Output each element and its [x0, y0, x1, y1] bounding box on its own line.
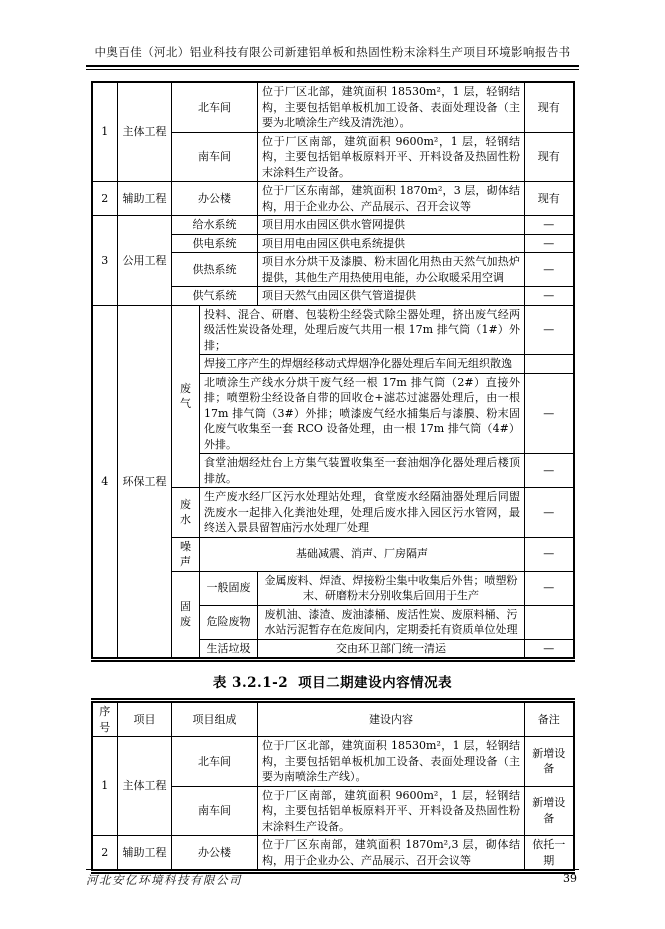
t2-south-workshop-content-cell: 位于厂区南部，建筑面积 9600m²，1 层，轻钢结构，主要包括铝单板原料开平、开料设备及热固性粉末涂料生产设备。 — [258, 786, 525, 836]
report-header-title: 中奥百佳（河北）铝业科技有限公司新建铝单板和热固性粉末涂料生产项目环境影响报告书 — [94, 45, 571, 59]
t1-waste-gas-label-cell: 废气 — [172, 305, 200, 488]
t1-water-supply-content-cell: 项目用水由园区供水管网提供 — [258, 216, 525, 235]
table2-title-text: 项目二期建设内容情况表 — [298, 675, 453, 691]
t1-waste-gas-4-content-cell: 食堂油烟经灶台上方集气装置收集至一套油烟净化器处理后楼顶排放。 — [200, 454, 525, 488]
t1-hazardous-waste-note-cell — [525, 605, 574, 639]
t1-power-supply-label-cell: 供电系统 — [172, 234, 258, 253]
t1-waste-gas-4-note-cell: — — [525, 454, 574, 488]
t1-waste-water-label-cell: 废水 — [172, 488, 200, 538]
t1-waste-gas-1-content-cell: 投料、混合、研磨、包装粉尘经袋式除尘器处理，挤出废气经两级活性炭设备处理，处理后废气共用一根 17m 排气筒（1#）外排； — [200, 305, 525, 355]
t2-header-composition-cell: 项目组成 — [172, 701, 258, 737]
t1-row1-no-cell: 1 — [92, 82, 118, 182]
t1-waste-gas-2-content-cell: 焊接工序产生的焊烟经移动式焊烟净化器处理后车间无组织散逸 — [200, 355, 525, 374]
t1-south-workshop-note-cell: 现有 — [525, 132, 574, 182]
t2-office-content-cell: 位于厂区东南部，建筑面积 1870m²,3 层，砌体结构，用于企业办公、产品展示、召开会议等 — [258, 836, 525, 872]
t1-south-workshop-content-cell: 位于厂区南部，建筑面积 9600m²，1 层，轻钢结构，主要包括铝单板原料开平、开料设备及热固性粉末涂料生产设备。 — [258, 132, 525, 182]
t2-office-note-cell: 依托一期 — [525, 836, 574, 872]
t1-row4-no-cell: 4 — [92, 305, 118, 660]
t1-waste-gas-2-note-cell — [525, 355, 574, 374]
t2-south-workshop-label-cell: 南车间 — [172, 786, 258, 836]
t1-gas-supply-note-cell: — — [525, 287, 574, 306]
t1-north-workshop-content-cell: 位于厂区北部，建筑面积 18530m²，1 层，轻钢结构，主要包括铝单板机加工设备、表面处理设备（主要为北喷涂生产线及清洗池）。 — [258, 82, 525, 132]
t2-header-project-cell: 项目 — [118, 701, 172, 737]
table2-title — [86, 671, 579, 691]
t1-noise-label-cell: 噪声 — [172, 537, 200, 571]
t2-north-workshop-content-cell: 位于厂区北部，建筑面积 18530m²，1 层，轻钢结构，主要包括铝单板机加工设备、表面处理设备（主要为南喷涂生产线）。 — [258, 737, 525, 787]
table2-title-number: 表 3.2.1-2 — [212, 675, 289, 691]
t2-row1-no-cell: 1 — [92, 737, 118, 836]
t1-heat-supply-label-cell: 供热系统 — [172, 253, 258, 287]
t1-hazardous-waste-content-cell: 废机油、漆渣、废油漆桶、废活性炭、废原料桶、污水站污泥暂存在危废间内，定期委托有资质单位处理 — [258, 605, 525, 639]
t1-power-supply-note-cell: — — [525, 234, 574, 253]
t1-heat-supply-note-cell: — — [525, 253, 574, 287]
t1-solid-waste-label-cell: 固废 — [172, 571, 200, 660]
phase1-construction-table — [91, 81, 575, 662]
t1-hazardous-waste-label-cell: 危险废物 — [200, 605, 258, 639]
t1-domestic-waste-label-cell: 生活垃圾 — [200, 639, 258, 660]
page-number: 39 — [563, 872, 577, 885]
t1-office-label-cell: 办公楼 — [172, 182, 258, 216]
t1-general-waste-content-cell: 金属废料、焊渣、焊接粉尘集中收集后外售；喷塑粉末、研磨粉末分别收集后回用于生产 — [258, 571, 525, 605]
page-footer — [86, 869, 579, 888]
t1-general-waste-label-cell: 一般固废 — [200, 571, 258, 605]
table-row — [92, 82, 574, 132]
t2-north-workshop-label-cell: 北车间 — [172, 737, 258, 787]
t1-row1-project-cell: 主体工程 — [118, 82, 172, 182]
t1-row4-project-cell: 环保工程 — [118, 305, 172, 660]
t1-domestic-waste-content-cell: 交由环卫部门统一清运 — [258, 639, 525, 660]
t1-heat-supply-content-cell: 项目水分烘干及漆膜、粉末固化用热由天然气加热炉提供，其他生产用热使用电能，办公取暖采用空调 — [258, 253, 525, 287]
t1-noise-content-cell: 基础减震、消声、厂房隔声 — [200, 537, 525, 571]
table-row — [92, 737, 574, 787]
t2-row2-no-cell: 2 — [92, 836, 118, 872]
footer-company-name: 河北安亿环境科技有限公司 — [86, 873, 242, 887]
t2-header-no-cell: 序号 — [92, 701, 118, 737]
t1-row2-project-cell: 辅助工程 — [118, 182, 172, 216]
t2-header-content-cell: 建设内容 — [258, 701, 525, 737]
t1-waste-gas-3-content-cell: 北喷涂生产线水分烘干废气经一根 17m 排气筒（2#）直接外排；喷塑粉尘经设备自带的回收仓+滤芯过滤器处理后，由一根 17m 排气筒（3#）外排；喷漆废气经水捕集后与漆膜、粉末固化废气收集至一套 RCO 设备处理，由一根 17m 排气筒（4#）外排。 — [200, 373, 525, 454]
t1-office-note-cell: 现有 — [525, 182, 574, 216]
t1-domestic-waste-note-cell: — — [525, 639, 574, 660]
t1-water-supply-label-cell: 给水系统 — [172, 216, 258, 235]
t2-header-note-cell: 备注 — [525, 701, 574, 737]
t1-power-supply-content-cell: 项目用电由园区供电系统提供 — [258, 234, 525, 253]
t1-office-content-cell: 位于厂区东南部，建筑面积 1870m²，3 层，砌体结构，用于企业办公、产品展示、召开会议等 — [258, 182, 525, 216]
t1-waste-gas-3-note-cell: — — [525, 373, 574, 454]
t1-south-workshop-label-cell: 南车间 — [172, 132, 258, 182]
t1-north-workshop-label-cell: 北车间 — [172, 82, 258, 132]
t1-waste-water-content-cell: 生产废水经厂区污水处理站处理，食堂废水经隔油器处理后同盥洗废水一起排入化粪池处理，处理后废水排入园区污水管网，最终送入景县留智庙污水处理厂处理 — [200, 488, 525, 538]
t1-row3-no-cell: 3 — [92, 216, 118, 306]
table-header-row — [92, 701, 574, 737]
t1-north-workshop-note-cell: 现有 — [525, 82, 574, 132]
t2-north-workshop-note-cell: 新增设备 — [525, 737, 574, 787]
table-row — [92, 836, 574, 872]
t1-gas-supply-content-cell: 项目天然气由园区供气管道提供 — [258, 287, 525, 306]
table-row — [92, 305, 574, 355]
table-row — [92, 182, 574, 216]
header-divider-rule — [86, 65, 579, 70]
t2-row1-project-cell: 主体工程 — [118, 737, 172, 836]
t1-waste-gas-1-note-cell: — — [525, 305, 574, 355]
t1-row3-project-cell: 公用工程 — [118, 216, 172, 306]
t2-row2-project-cell: 辅助工程 — [118, 836, 172, 872]
table-row — [92, 216, 574, 235]
t1-row2-no-cell: 2 — [92, 182, 118, 216]
t1-water-supply-note-cell: — — [525, 216, 574, 235]
t1-waste-water-note-cell: — — [525, 488, 574, 538]
t1-gas-supply-label-cell: 供气系统 — [172, 287, 258, 306]
t2-south-workshop-note-cell: 新增设备 — [525, 786, 574, 836]
t2-office-label-cell: 办公楼 — [172, 836, 258, 872]
t1-noise-note-cell: — — [525, 537, 574, 571]
phase2-construction-table — [91, 698, 575, 874]
t1-general-waste-note-cell: — — [525, 571, 574, 605]
